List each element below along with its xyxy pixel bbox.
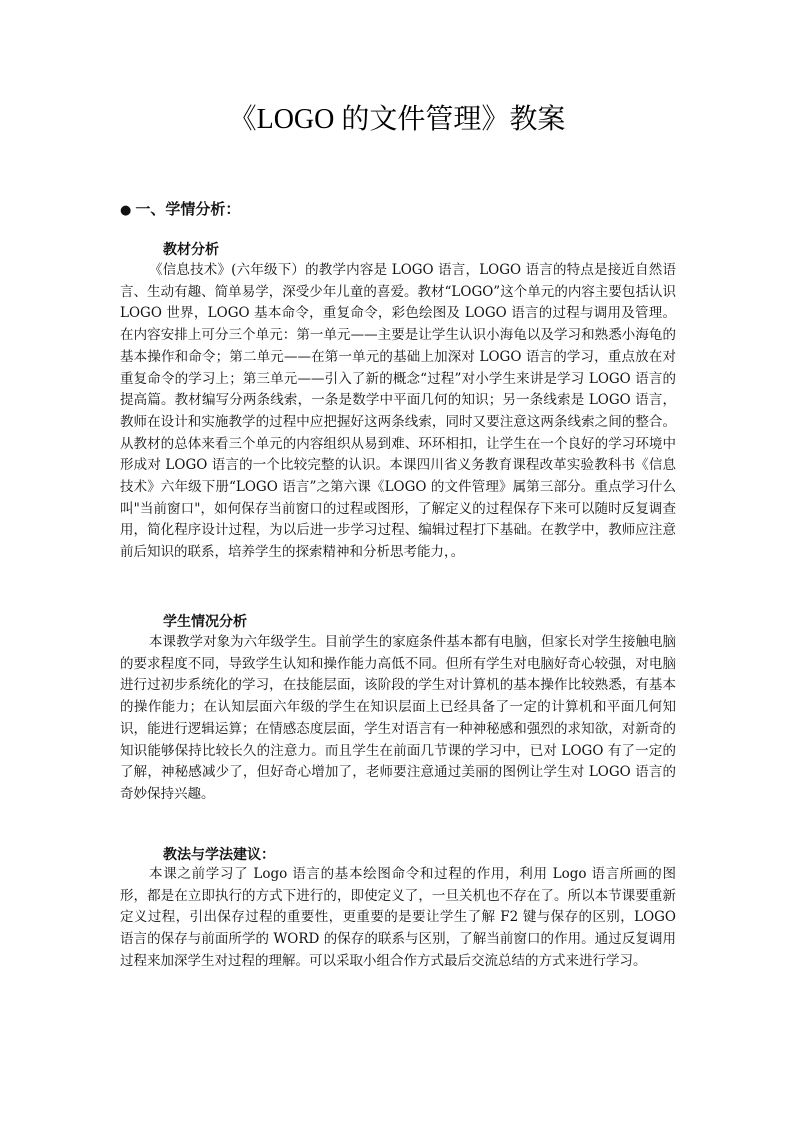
subheading-students: 学生情况分析 <box>163 614 247 630</box>
section-heading-text: 一、学情分析： <box>135 200 241 218</box>
paragraph-materials: 《信息技术》(六年级下）的教学内容是 LOGO 语言，LOGO 语言的特点是接近自然语言、生动有趣、简单易学，深受少年儿童的喜爱。教材“LOGO”这个单元的内容主要包括认识 LOGO 世界，LOGO 基本命令，重复命令，彩色绘图及 LOGO 语言的过程与调用及管理。在内容安排上可分三个单元：第一单元——主要是让学生认识小海龟以及学习和熟悉小海龟的基本操作和命令；第二单元——在第一单元的基础上加深对 LOGO 语言的学习，重点放在对重复命令的学习上；第三单元——引入了新的概念“过程”对小学生来讲是学习 LOGO 语言的提高篇。教材编写分两条线索，一条是数学中平面几何的知识；另一条线索是 LOGO 语言，教师在设计和实施教学的过程中应把握好这两条线索，同时又要注意这两条线索之间的整合。从教材的总体来看三个单元的内容组织从易到难、环环相扣，让学生在一个良好的学习环境中形成对 LOGO 语言的一个比较完整的认识。本课四川省义务教育课程改革实验教科书《信息技术》六年级下册“LOGO 语言”之第六课《LOGO 的文件管理》属第三部分。重点学习什么叫"当前窗口"，如何保存当前窗口的过程或图形，了解定义的过程保存下来可以随时反复调查用，简化程序设计过程，为以后进一步学习过程、编辑过程打下基础。在教学中，教师应注意前后知识的联系，培养学生的探索精神和分析思考能力，。 <box>120 262 676 561</box>
paragraph-students: 本课教学对象为六年级学生。目前学生的家庭条件基本都有电脑，但家长对学生接触电脑的要求程度不同，导致学生认知和操作能力高低不同。但所有学生对电脑好奇心较强，对电脑进行过初步系统化的学习，在技能层面，该阶段的学生对计算机的基本操作比较熟悉，有基本的操作能力；在认知层面六年级的学生在知识层面上已经具备了一定的计算机和平面几何知识，能进行逻辑运算；在情感态度层面，学生对语言有一种神秘感和强烈的求知欲，对新奇的知识能够保持比较长久的注意力。而且学生在前面几节课的学习中，已对 LOGO 有了一定的了解，神秘感减少了，但好奇心增加了，老师要注意通过美丽的图例让学生对 LOGO 语言的奇妙保持兴趣。 <box>120 634 676 802</box>
bullet-icon: ● <box>120 203 132 218</box>
document-title: 《LOGO 的文件管理》教案 <box>228 104 566 135</box>
subheading-methods: 教法与学法建议： <box>163 847 275 863</box>
paragraph-methods: 本课之前学习了 Logo 语言的基本绘图命令和过程的作用，利用 Logo 语言所画的图形，都是在立即执行的方式下进行的，即使定义了，一旦关机也不存在了。所以本节课要重新定义过程，引出保存过程的重要性，更重要的是要让学生了解 F2 键与保存的区别，LOGO 语言的保存与前面所学的 WORD 的保存的联系与区别，了解当前窗口的作用。通过反复调用过程来加深学生对过程的理解。可以采取小组合作方式最后交流总结的方式来进行学习。 <box>120 866 676 969</box>
subheading-materials: 教材分析 <box>163 242 219 258</box>
section-heading-analysis <box>120 198 240 222</box>
